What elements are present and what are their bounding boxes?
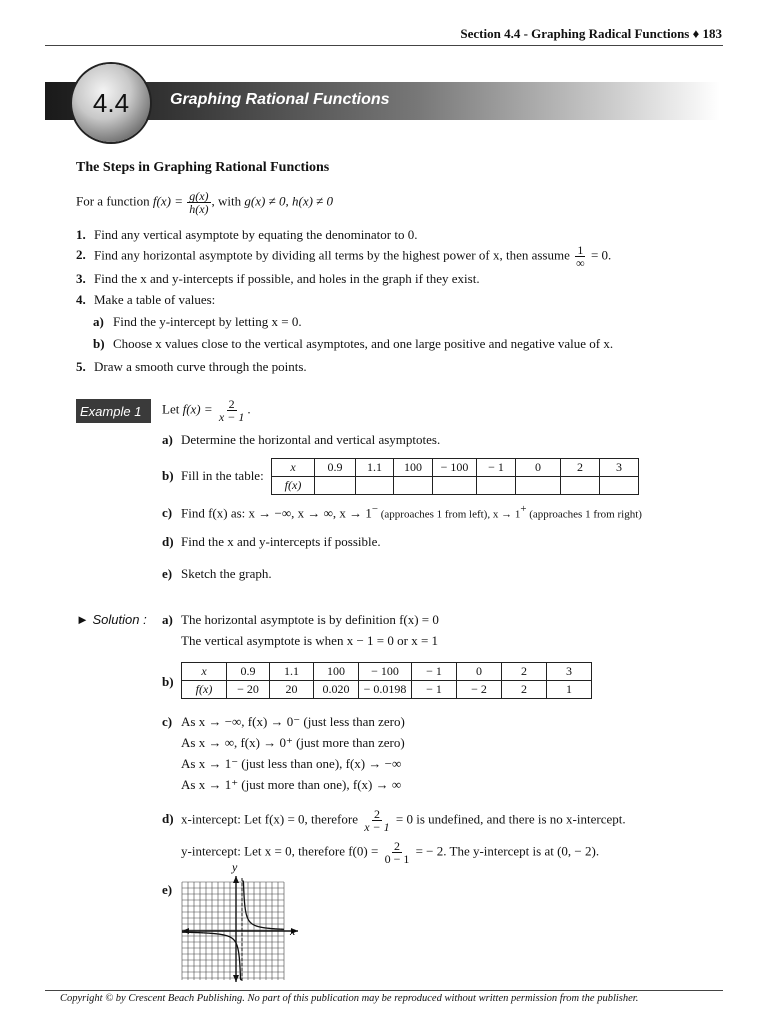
blank-values-table xyxy=(271,458,639,495)
table-cell: 1.1 xyxy=(270,663,314,681)
table-cell: − 0.0198 xyxy=(359,681,412,699)
solution-a-line2: The vertical asymptote is when x − 1 = 0 or x = 1 xyxy=(181,633,439,648)
table-cell: − 100 xyxy=(359,663,412,681)
step-5 xyxy=(76,359,307,375)
question-letter: d) xyxy=(162,534,174,549)
example-label: Example 1 xyxy=(76,399,151,423)
rational-function-graph xyxy=(178,860,302,986)
table-cell: 100 xyxy=(314,663,359,681)
table-cell xyxy=(516,477,561,495)
question-text: Fill in the table: xyxy=(181,468,264,483)
step-number: 3. xyxy=(76,271,86,286)
table-cell: 20 xyxy=(270,681,314,699)
example-function: Let f(x) = $\frac{2}{x - 1}$ . xyxy=(162,397,251,424)
solution-text-end: = 0 is undefined, and there is no x-intercept. xyxy=(392,811,626,827)
x-axis-arrow-left-icon xyxy=(182,928,189,934)
step-text-end: = 0. xyxy=(587,247,612,263)
intro-fraction xyxy=(187,190,210,215)
table-cell: 0.9 xyxy=(227,663,270,681)
table-row xyxy=(182,663,592,681)
table-cell xyxy=(394,477,433,495)
table-cell: 0 xyxy=(516,459,561,477)
question-a xyxy=(162,432,440,448)
intro-condition: g(x) ≠ 0, h(x) ≠ 0 xyxy=(244,193,334,209)
intro-denominator: h(x) xyxy=(189,202,209,216)
table-cell: − 1 xyxy=(412,681,457,699)
solution-c-line2: As x → ∞, f(x) → 0⁺ (just more than zero) xyxy=(181,735,405,750)
table-row xyxy=(272,459,639,477)
y-axis-arrow-icon xyxy=(233,876,239,883)
substep-letter: b) xyxy=(93,336,105,351)
copyright-text: Copyright © by Crescent Beach Publishing. No part of this publication may be reproduced without written permission from the publisher. xyxy=(60,993,639,1004)
table-cell: 1.1 xyxy=(356,459,394,477)
question-text: Sketch the graph. xyxy=(181,566,272,581)
question-text-note: (approaches 1 from right) xyxy=(526,508,642,521)
solution-text: The horizontal asymptote is by definition f(x) = 0 xyxy=(181,612,439,627)
function-definition xyxy=(76,190,333,215)
solution-text: x-intercept: Let f(x) = 0, therefore xyxy=(181,811,362,827)
step-text: Make a table of values: xyxy=(94,292,216,307)
question-letter: e) xyxy=(162,566,173,581)
example-f: f(x) = xyxy=(182,401,216,417)
y-axis-label: y xyxy=(232,860,238,874)
fraction-denominator: ∞ xyxy=(576,256,585,270)
step-1 xyxy=(76,227,417,243)
table-cell: 2 xyxy=(561,459,600,477)
step-number: 2. xyxy=(76,247,86,263)
question-d xyxy=(162,534,381,550)
intro-f: f(x) = xyxy=(152,193,187,209)
let-text: Let xyxy=(162,401,183,417)
y-intercept-fraction xyxy=(383,840,412,865)
table-cell: − 20 xyxy=(227,681,270,699)
steps-heading: The Steps in Graphing Rational Functions xyxy=(76,160,330,175)
section-number-badge xyxy=(72,64,150,142)
example-fraction xyxy=(217,398,246,423)
solution-d-x xyxy=(162,808,626,833)
table-cell xyxy=(315,477,356,495)
table-cell xyxy=(356,477,394,495)
table-cell: 3 xyxy=(600,459,639,477)
table-row xyxy=(182,681,592,699)
question-c xyxy=(162,503,642,521)
table-cell: 0.9 xyxy=(315,459,356,477)
table-cell: x xyxy=(182,663,227,681)
fraction-denominator: 0 − 1 xyxy=(384,852,410,866)
question-text: Find f(x) as: x → −∞, x → ∞, x → 1 xyxy=(181,505,372,521)
intro-numerator: g(x) xyxy=(189,189,209,203)
question-letter: c) xyxy=(162,505,173,521)
question-b xyxy=(162,468,264,484)
solution-a xyxy=(162,612,439,628)
table-cell: f(x) xyxy=(272,477,315,495)
question-text-note: (approaches 1 from left), x → 1 xyxy=(378,508,521,521)
table-cell: 2 xyxy=(502,681,547,699)
step-number: 4. xyxy=(76,292,86,307)
step-3 xyxy=(76,271,480,287)
step-4 xyxy=(76,292,215,308)
step-text: Find the x and y-intercepts if possible, and holes in the graph if they exist. xyxy=(94,271,480,286)
step-4b xyxy=(93,336,613,352)
table-cell xyxy=(477,477,516,495)
table-cell: − 1 xyxy=(477,459,516,477)
table-cell: 100 xyxy=(394,459,433,477)
example-denominator: x − 1 xyxy=(218,410,245,424)
substep-text: Find the y-intercept by letting x = 0. xyxy=(113,314,302,329)
step-text: Find any vertical asymptote by equating the denominator to 0. xyxy=(94,227,418,242)
solution-letter: a) xyxy=(162,612,173,627)
x-intercept-fraction xyxy=(362,808,391,833)
fraction-denominator: x − 1 xyxy=(364,820,390,834)
solution-text: y-intercept: Let x = 0, therefore f(0) = xyxy=(181,843,382,859)
solution-text: As x → −∞, f(x) → 0⁻ (just less than zero) xyxy=(181,714,405,729)
fraction-numerator: 2 xyxy=(373,807,380,821)
table-cell: f(x) xyxy=(182,681,227,699)
substep-text: Choose x values close to the vertical asymptotes, and one large positive and negative value of x. xyxy=(113,336,614,351)
solution-letter: d) xyxy=(162,811,174,827)
y-axis-arrow-down-icon xyxy=(233,975,239,982)
example-numerator: 2 xyxy=(228,397,235,411)
step-text: Find any horizontal asymptote by dividing all terms by the highest power of x, then assume xyxy=(94,247,574,263)
solution-c-line4: As x → 1⁺ (just more than one), f(x) → ∞ xyxy=(181,777,402,792)
question-letter: a) xyxy=(162,432,173,447)
table-cell: x xyxy=(272,459,315,477)
section-title: Graphing Rational Functions xyxy=(170,91,390,108)
intro-with: , with xyxy=(211,193,245,209)
copyright-footer xyxy=(60,993,638,1004)
solution-letter: b) xyxy=(162,674,174,689)
solution-letter: e) xyxy=(162,882,173,897)
solution-letter: c) xyxy=(162,714,173,729)
intro-text: For a function xyxy=(76,193,153,209)
filled-values-table xyxy=(181,662,592,699)
table-cell xyxy=(600,477,639,495)
table-cell: 1 xyxy=(547,681,592,699)
running-head: Section 4.4 - Graphing Radical Functions ♦ 183 xyxy=(460,26,722,41)
x-axis-label: x xyxy=(290,924,296,938)
step-4a xyxy=(93,314,302,330)
solution-text-end: = − 2. The y-intercept is at (0, − 2). xyxy=(412,843,600,859)
footer-rule xyxy=(45,990,723,991)
table-cell xyxy=(433,477,477,495)
solution-b xyxy=(162,674,181,690)
table-cell: − 100 xyxy=(433,459,477,477)
table-cell: − 1 xyxy=(412,663,457,681)
step-text: Draw a smooth curve through the points. xyxy=(94,359,307,374)
step-number: 5. xyxy=(76,359,86,374)
table-row xyxy=(272,477,639,495)
fraction-numerator: 1 xyxy=(577,243,584,257)
table-cell: 0 xyxy=(457,663,502,681)
superscript-minus: − xyxy=(371,503,378,515)
table-cell: 0.020 xyxy=(314,681,359,699)
substep-letter: a) xyxy=(93,314,104,329)
table-cell: 2 xyxy=(502,663,547,681)
table-cell: − 2 xyxy=(457,681,502,699)
section-number: 4.4 xyxy=(92,87,130,118)
solution-c xyxy=(162,714,405,730)
step-2 xyxy=(76,244,611,269)
question-e xyxy=(162,566,272,582)
superscript-plus: + xyxy=(520,503,527,515)
table-cell: 3 xyxy=(547,663,592,681)
step-2-fraction xyxy=(574,244,587,269)
header-rule xyxy=(45,45,723,46)
solution-label: ► Solution : xyxy=(76,612,147,627)
question-text: Determine the horizontal and vertical asymptotes. xyxy=(181,432,441,447)
fraction-numerator: 2 xyxy=(393,839,400,853)
step-number: 1. xyxy=(76,227,86,242)
question-text: Find the x and y-intercepts if possible. xyxy=(181,534,381,549)
solution-c-line3: As x → 1⁻ (just less than one), f(x) → −∞ xyxy=(181,756,402,771)
table-cell xyxy=(561,477,600,495)
question-letter: b) xyxy=(162,468,174,483)
